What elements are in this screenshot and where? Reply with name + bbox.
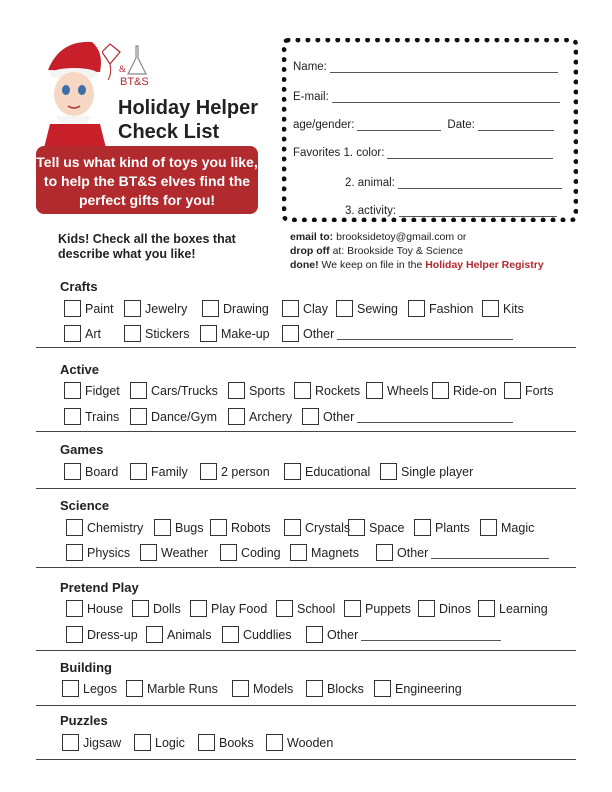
checkbox-space[interactable] [348, 519, 404, 536]
checkbox-box[interactable] [336, 300, 353, 317]
checkbox-other[interactable] [376, 544, 549, 561]
checkbox-dolls[interactable] [132, 600, 181, 617]
checkbox-bugs[interactable] [154, 519, 204, 536]
registry-name: Holiday Helper Registry [425, 259, 544, 271]
checkbox-label: Clay [303, 301, 329, 316]
section-divider [36, 488, 576, 489]
checkbox-label: Art [85, 326, 101, 341]
checkbox-label: Coding [241, 545, 281, 560]
checkbox-label: House [87, 601, 124, 616]
checkbox-box[interactable] [504, 382, 521, 399]
checkbox-make-up[interactable] [200, 325, 270, 342]
checkbox-cuddlies[interactable] [222, 626, 292, 643]
section-title-active: Active [60, 362, 100, 377]
checkbox-drawing[interactable] [202, 300, 269, 317]
checkbox-ride-on[interactable] [432, 382, 497, 399]
checkbox-other[interactable] [282, 325, 513, 342]
checkbox-animals[interactable] [146, 626, 211, 643]
title-line-2: Check List [118, 121, 220, 143]
checkbox-clay[interactable] [282, 300, 328, 317]
checkbox-label: Other [323, 409, 355, 424]
checkbox-box[interactable] [202, 300, 219, 317]
date-field[interactable] [478, 118, 554, 131]
checkbox-trains[interactable] [64, 408, 119, 425]
favorites-label: Favorites 1. color: [293, 147, 385, 159]
checkbox-coding[interactable] [220, 544, 281, 561]
checkbox-blocks[interactable] [306, 680, 364, 697]
checkbox-box[interactable] [302, 408, 319, 425]
checkbox-house[interactable] [66, 600, 123, 617]
checkbox-box[interactable] [134, 734, 151, 751]
checkbox-box[interactable] [66, 626, 83, 643]
checkbox-jewelry[interactable] [124, 300, 187, 317]
checkbox-box[interactable] [306, 680, 323, 697]
checkbox-box[interactable] [282, 325, 299, 342]
checkbox-other[interactable] [306, 626, 501, 643]
checkbox-label: Cars/Trucks [151, 383, 218, 398]
checkbox-dinos[interactable] [418, 600, 471, 617]
checkbox-kits[interactable] [482, 300, 524, 317]
section-divider [36, 705, 576, 706]
checkbox-box[interactable] [276, 600, 293, 617]
checkbox-physics[interactable] [66, 544, 130, 561]
checkbox-box[interactable] [140, 544, 157, 561]
checkbox-label: Crystals [305, 520, 351, 535]
age-date-row [293, 118, 554, 131]
section-title-games: Games [60, 442, 104, 457]
checkbox-marble-runs[interactable] [126, 680, 218, 697]
checkbox-box[interactable] [380, 463, 397, 480]
checkbox-label: Space [369, 520, 405, 535]
checkbox-box[interactable] [222, 626, 239, 643]
checkbox-stickers[interactable] [124, 325, 189, 342]
checkbox-box[interactable] [228, 408, 245, 425]
checkbox-label: Weather [161, 545, 209, 560]
checkbox-label: Sports [249, 383, 286, 398]
checkbox-rockets[interactable] [294, 382, 360, 399]
checkbox-label: Educational [305, 464, 371, 479]
other-write-in-field[interactable] [431, 546, 549, 559]
checkbox-box[interactable] [66, 544, 83, 561]
checkbox-box[interactable] [374, 680, 391, 697]
checkbox-box[interactable] [306, 626, 323, 643]
checkbox-label: Wheels [387, 383, 429, 398]
favorite-activity-field[interactable] [399, 204, 557, 217]
checkbox-label: Single player [401, 464, 474, 479]
checkbox-box[interactable] [284, 519, 301, 536]
checkbox-label: Magnets [311, 545, 359, 560]
done-label: done! [290, 259, 319, 271]
checkbox-box[interactable] [190, 600, 207, 617]
checkbox-label: Other [397, 545, 429, 560]
checkbox-label: 2 person [221, 464, 270, 479]
checkbox-box[interactable] [64, 325, 81, 342]
title-line-1: Holiday Helper [118, 97, 259, 119]
date-label: Date: [447, 119, 475, 131]
checkbox-box[interactable] [124, 325, 141, 342]
checkbox-box[interactable] [210, 519, 227, 536]
name-field[interactable] [330, 60, 558, 73]
checkbox-label: Logic [155, 735, 185, 750]
checkbox-dance-gym[interactable] [130, 408, 217, 425]
checkbox-box[interactable] [62, 680, 79, 697]
drop-off-label: drop off [290, 245, 330, 257]
section-divider [36, 347, 576, 348]
favorite-activity-row [345, 204, 557, 217]
checkbox-label: Plants [435, 520, 470, 535]
checkbox-label: Drawing [223, 301, 269, 316]
checkbox-archery[interactable] [228, 408, 292, 425]
email-row [293, 90, 560, 103]
section-title-science: Science [60, 498, 110, 513]
checkbox-label: Chemistry [87, 520, 144, 535]
checkbox-box[interactable] [130, 382, 147, 399]
contact-info [290, 230, 544, 272]
checkbox-cars-trucks[interactable] [130, 382, 218, 399]
checkbox-box[interactable] [126, 680, 143, 697]
checkbox-box[interactable] [418, 600, 435, 617]
checkbox-label: Play Food [211, 601, 268, 616]
checkbox-plants[interactable] [414, 519, 470, 536]
checkbox-label: Puppets [365, 601, 411, 616]
checkbox-label: Jewelry [145, 301, 188, 316]
checkbox-label: Cuddlies [243, 627, 292, 642]
other-write-in-field[interactable] [337, 327, 513, 340]
checkbox-weather[interactable] [140, 544, 208, 561]
done-value: We keep on file in the [321, 259, 423, 271]
checkbox-label: Fidget [85, 383, 120, 398]
checkbox-box[interactable] [282, 300, 299, 317]
checkbox-label: Learning [499, 601, 548, 616]
checkbox-label: Marble Runs [147, 681, 218, 696]
checkbox-single-player[interactable] [380, 463, 473, 480]
checkbox-label: Other [327, 627, 359, 642]
checkbox-label: Engineering [395, 681, 462, 696]
svg-text:&: & [119, 64, 127, 74]
checkbox-box[interactable] [376, 544, 393, 561]
checkbox-box[interactable] [62, 734, 79, 751]
checkbox-box[interactable] [482, 300, 499, 317]
checkbox-box[interactable] [284, 463, 301, 480]
checkbox-label: Paint [85, 301, 114, 316]
checkbox-label: Fashion [429, 301, 474, 316]
checkbox-fidget[interactable] [64, 382, 120, 399]
checkbox-robots[interactable] [210, 519, 271, 536]
favorite-animal-field[interactable] [398, 176, 562, 189]
checkbox-label: Make-up [221, 326, 270, 341]
checkbox-other[interactable] [302, 408, 513, 425]
checkbox-label: Jigsaw [83, 735, 122, 750]
checkbox-box[interactable] [220, 544, 237, 561]
section-title-building: Building [60, 660, 112, 675]
checkbox-label: Dance/Gym [151, 409, 217, 424]
checkbox-box[interactable] [478, 600, 495, 617]
logo-text: BT&S [120, 76, 149, 88]
checkbox-sewing[interactable] [336, 300, 398, 317]
checkbox-box[interactable] [64, 463, 81, 480]
checkbox-box[interactable] [66, 600, 83, 617]
checkbox-dress-up[interactable] [66, 626, 138, 643]
section-divider [36, 759, 576, 760]
checkbox-school[interactable] [276, 600, 335, 617]
checkbox-engineering[interactable] [374, 680, 462, 697]
checkbox-learning[interactable] [478, 600, 548, 617]
name-label: Name: [293, 61, 327, 73]
section-title-crafts: Crafts [60, 279, 98, 294]
favorite-activity-label: 3. activity: [345, 205, 397, 217]
checkbox-box[interactable] [290, 544, 307, 561]
checkbox-label: School [297, 601, 336, 616]
checkbox-box[interactable] [198, 734, 215, 751]
checkbox-label: Animals [167, 627, 212, 642]
other-write-in-field[interactable] [361, 628, 501, 641]
checkbox-box[interactable] [130, 408, 147, 425]
checkbox-wooden[interactable] [266, 734, 333, 751]
checkbox-box[interactable] [232, 680, 249, 697]
checkbox-box[interactable] [132, 600, 149, 617]
checkbox-board[interactable] [64, 463, 118, 480]
drop-off-value: at: Brookside Toy & Science [332, 245, 464, 257]
page-title [118, 96, 258, 144]
checkbox-art[interactable] [64, 325, 101, 342]
checkbox-box[interactable] [154, 519, 171, 536]
checkbox-label: Magic [501, 520, 535, 535]
checkbox-chemistry[interactable] [66, 519, 143, 536]
checkbox-label: Board [85, 464, 119, 479]
checkbox-magic[interactable] [480, 519, 534, 536]
checkbox-label: Dinos [439, 601, 471, 616]
favorite-animal-row [345, 176, 562, 189]
checkbox-play-food[interactable] [190, 600, 267, 617]
checkbox-box[interactable] [480, 519, 497, 536]
age-gender-field[interactable] [357, 118, 441, 131]
checkbox-paint[interactable] [64, 300, 114, 317]
checkbox-box[interactable] [228, 382, 245, 399]
checkbox-box[interactable] [200, 463, 217, 480]
section-divider [36, 431, 576, 432]
checkbox-label: Wooden [287, 735, 334, 750]
checkbox-label: Kits [503, 301, 524, 316]
section-divider [36, 650, 576, 651]
age-gender-label: age/gender: [293, 119, 355, 131]
checkbox-label: Legos [83, 681, 118, 696]
checkbox-sports[interactable] [228, 382, 285, 399]
checkbox-puppets[interactable] [344, 600, 411, 617]
email-to-value: brooksidetoy@gmail.com or [336, 231, 467, 243]
checkbox-box[interactable] [348, 519, 365, 536]
checkbox-label: Rockets [315, 383, 361, 398]
checkbox-box[interactable] [414, 519, 431, 536]
checkbox-label: Trains [85, 409, 120, 424]
name-row [293, 60, 558, 73]
checkbox-box[interactable] [64, 300, 81, 317]
checkbox-crystals[interactable] [284, 519, 350, 536]
checkbox-fashion[interactable] [408, 300, 473, 317]
other-write-in-field[interactable] [357, 410, 513, 423]
checkbox-label: Archery [249, 409, 293, 424]
checkbox-box[interactable] [130, 463, 147, 480]
checkbox-box[interactable] [146, 626, 163, 643]
checkbox-label: Sewing [357, 301, 398, 316]
email-label: E-mail: [293, 91, 329, 103]
section-title-puzzles: Puzzles [60, 713, 108, 728]
intro-banner: Tell us what kind of toys you like, to help the BT&S elves find the perfect gifts for you! [36, 146, 258, 214]
checkbox-box[interactable] [266, 734, 283, 751]
checkbox-label: Other [303, 326, 335, 341]
checkbox-box[interactable] [66, 519, 83, 536]
favorite-animal-label: 2. animal: [345, 177, 395, 189]
checkbox-label: Blocks [327, 681, 364, 696]
checkbox-wheels[interactable] [366, 382, 429, 399]
checkbox-box[interactable] [366, 382, 383, 399]
email-field[interactable] [332, 90, 560, 103]
checkbox-box[interactable] [344, 600, 361, 617]
checkbox-label: Dolls [153, 601, 181, 616]
checkbox-magnets[interactable] [290, 544, 359, 561]
favorite-color-field[interactable] [387, 146, 553, 159]
checkbox-box[interactable] [408, 300, 425, 317]
checkbox-label: Physics [87, 545, 131, 560]
checkbox-label: Bugs [175, 520, 204, 535]
checkbox-label: Ride-on [453, 383, 497, 398]
checkbox-books[interactable] [198, 734, 254, 751]
checkbox-label: Stickers [145, 326, 190, 341]
kids-instruction: Kids! Check all the boxes that describe what you like! [58, 232, 236, 261]
section-title-pretend-play: Pretend Play [60, 580, 139, 595]
checkbox-label: Dress-up [87, 627, 138, 642]
checkbox-label: Books [219, 735, 254, 750]
checkbox-family[interactable] [130, 463, 188, 480]
checkbox-label: Models [253, 681, 294, 696]
checkbox-box[interactable] [64, 408, 81, 425]
section-divider [36, 567, 576, 568]
checkbox-label: Forts [525, 383, 554, 398]
checkbox-box[interactable] [200, 325, 217, 342]
checkbox-legos[interactable] [62, 680, 117, 697]
checkbox-logic[interactable] [134, 734, 185, 751]
checkbox-box[interactable] [432, 382, 449, 399]
checkbox-label: Robots [231, 520, 271, 535]
checkbox-jigsaw[interactable] [62, 734, 121, 751]
checkbox-2-person[interactable] [200, 463, 270, 480]
email-to-label: email to: [290, 231, 334, 243]
checkbox-models[interactable] [232, 680, 293, 697]
checkbox-box[interactable] [124, 300, 141, 317]
checkbox-box[interactable] [64, 382, 81, 399]
checkbox-label: Family [151, 464, 188, 479]
checkbox-forts[interactable] [504, 382, 553, 399]
favorite-color-row [293, 146, 553, 159]
checkbox-educational[interactable] [284, 463, 370, 480]
checkbox-box[interactable] [294, 382, 311, 399]
